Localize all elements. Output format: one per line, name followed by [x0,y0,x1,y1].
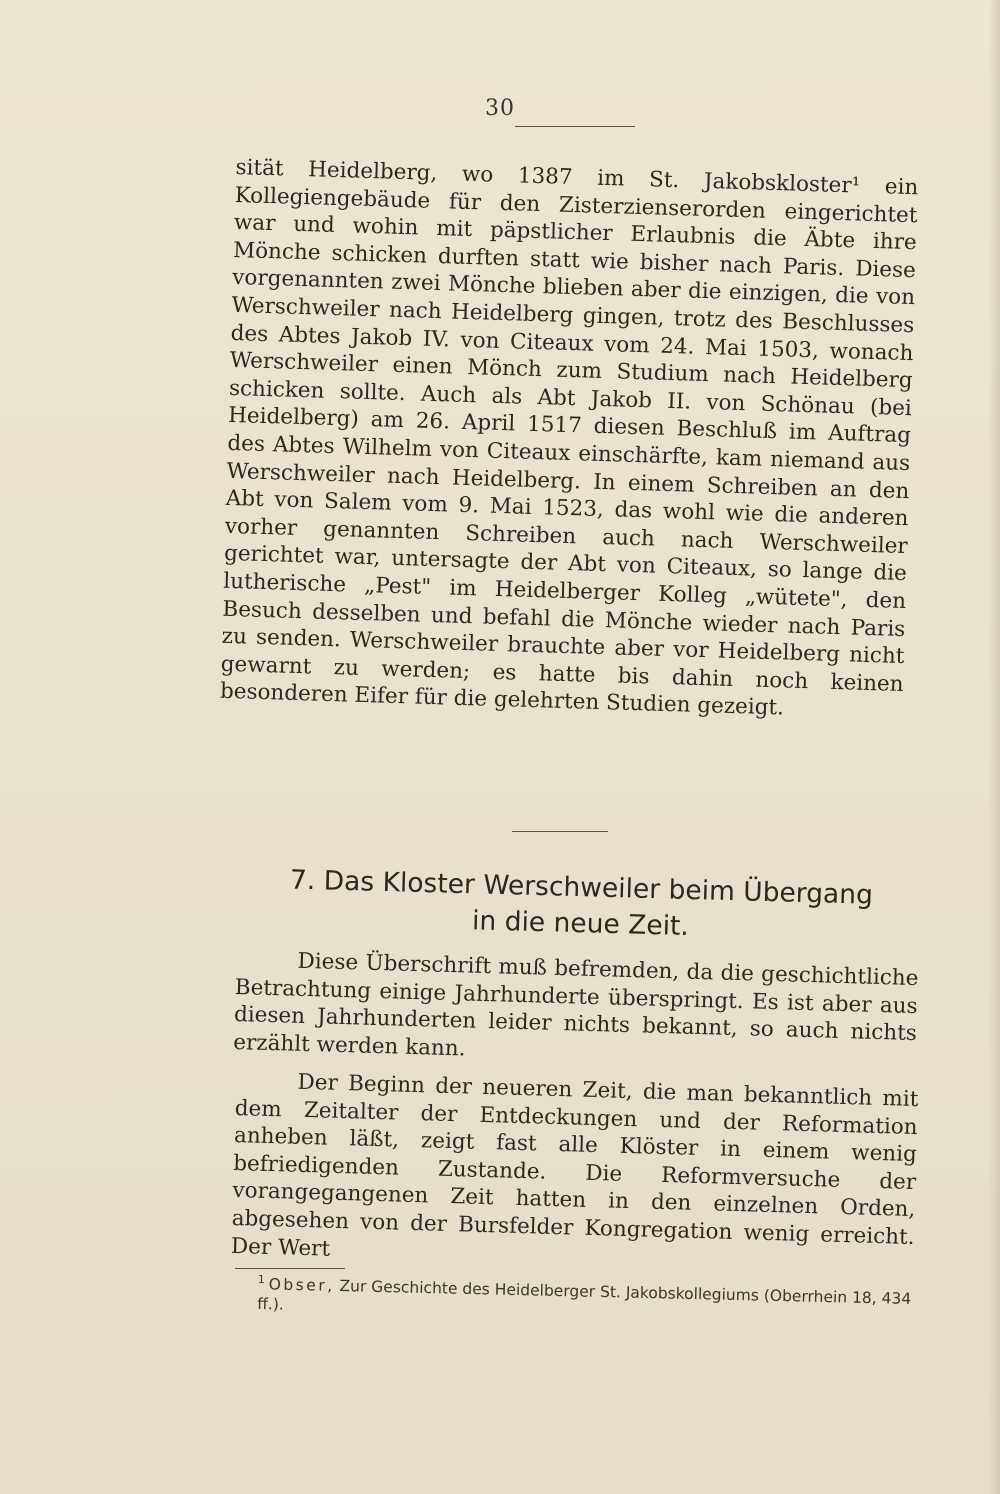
section-heading-line-2: in die neue Zeit. [471,905,690,942]
paragraph-1: sität Heidelberg, wo 1387 im St. Jakobskloster¹ ein Kollegiengebäude für den Zisterzienserorden eingerichtet war und wohin mit päpstlicher Erlaubnis die Äbte ihre Mönche schicken durften statt wie bisher nach Paris. Diese vorgenannten zwei Mönche blieben aber die einzigen, die von Werschweiler nach Heidelberg gingen, trotz des Beschlusses des Abtes Jakob IV. von Citeaux vom 24. Mai 1503, wonach Werschweiler einen Mönch zum Studium nach Heidelberg schicken sollte. Auch als Abt Jakob II. von Schönau (bei Heidelberg) am 26. April 1517 diesen Beschluß im Auftrag des Abtes Wilhelm von Citeaux einschärfte, kam niemand aus Werschweiler nach Heidelberg. In einem Schreiben an den Abt von Salem vom 9. Mai 1523, das wohl wie die anderen vorher genannten Schreiben auch nach Werschweiler gerichtet war, untersagte der Abt von Citeaux, so lange die lutherische „Pest" im Heidelberger Kolleg „wütete", den Besuch desselben und befahl die Mönche wieder nach Paris zu senden. Werschweiler brauchte aber vor Heidelberg nicht gewarnt zu werden; es hatte bis dahin noch keinen besonderen Eifer für die gelehrten Studien gezeigt. [219,154,919,721]
footnote-marker: 1 [257,1272,265,1287]
header-rule [515,126,635,127]
paragraph-2: Diese Überschrift muß befremden, da die geschichtliche Betrachtung einige Jahrhunderte überspringt. Es ist aber aus diesen Jahrhunderten leider nichts bekannt, so auch nichts erzählt werden kann. [232,948,919,1062]
section-heading [270,862,892,950]
footnote-rule [235,1268,345,1269]
paragraph-3: Der Beginn der neueren Zeit, die man bekanntlich mit dem Zeitalter der Entdeckungen und der Reformation anheben läßt, zeigt fast alle Klöster in einem wenig befriedigenden Zustande. Die Reformversuche der vorangegangenen Zeit hatten in den einzelnen Orden, abgesehen von der Bursfelder Kongregation wenig erreicht. Der Wert [230,1069,919,1262]
page-number: 30 [485,96,515,121]
footnote [257,1270,920,1329]
section-divider [512,831,608,832]
page-edge-shadow [988,0,1000,1494]
footnote-author: Obser, [268,1275,335,1295]
body-text-continuation [220,154,919,726]
footnote-text: Zur Geschichte des Heidelberger St. Jakobskollegiums (Oberrhein 18, 434 ff.). [257,1277,912,1314]
section-body-1 [233,946,919,1075]
section-heading-line-1: 7. Das Kloster Werschweiler beim Übergang [289,864,874,911]
section-body-2 [231,1067,919,1279]
